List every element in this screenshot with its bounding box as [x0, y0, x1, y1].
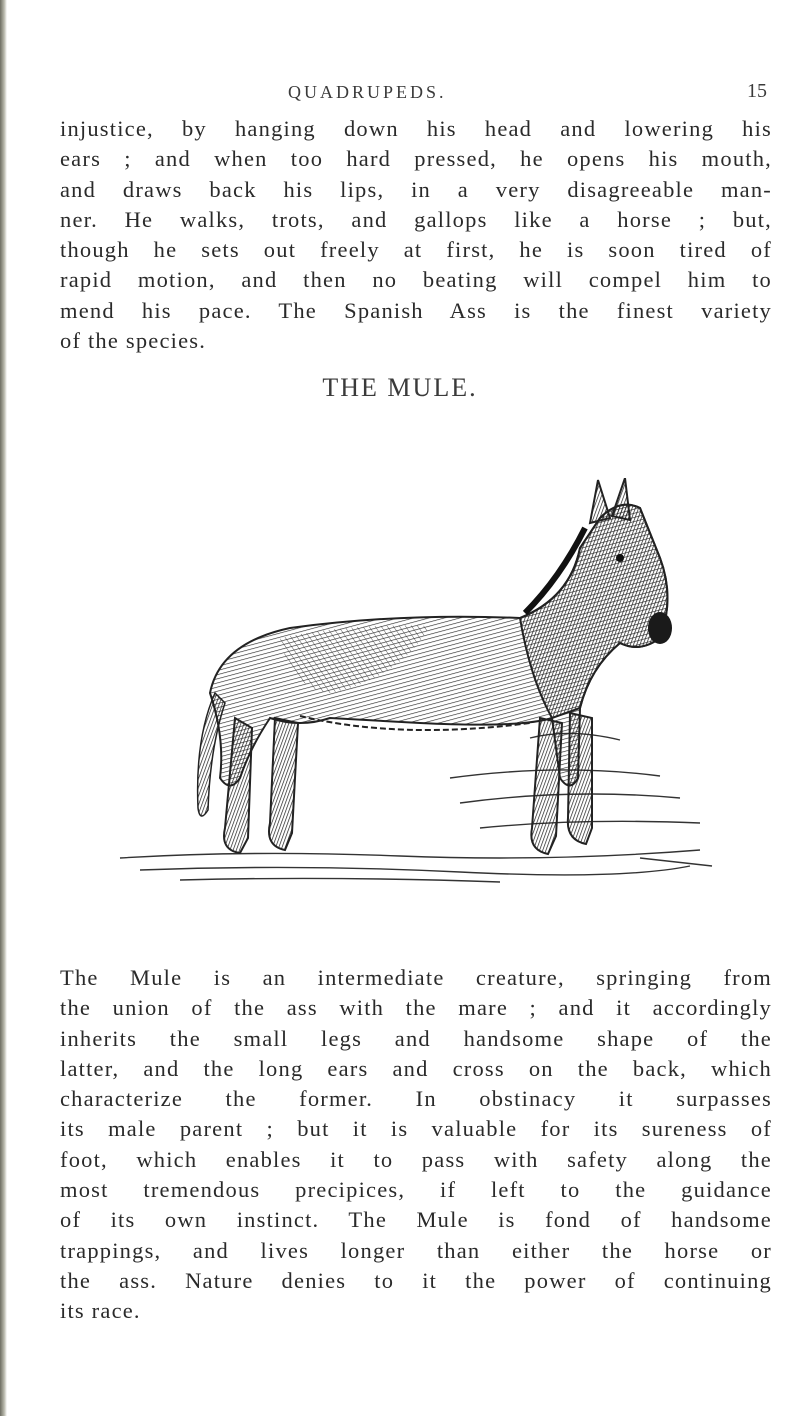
text-line: and draws back his lips, in a very disagreeable man- — [60, 176, 772, 202]
mule-ears — [590, 478, 630, 523]
section-title: THE MULE. — [322, 373, 478, 402]
mule-engraving — [100, 478, 722, 893]
text-line: ner. He walks, trots, and gallops like a horse ; but, — [60, 206, 772, 232]
text-line: latter, and the long ears and cross on the back, which — [60, 1055, 772, 1081]
text-line: the ass. Nature denies to it the power of continuing — [60, 1267, 772, 1293]
text-line: characterize the former. In obstinacy it surpasses — [60, 1086, 772, 1112]
text-line: the union of the ass with the mare ; and it accordingly — [60, 995, 772, 1021]
mule-illustration — [100, 478, 722, 893]
text-line: though he sets out freely at first, he is soon tired of — [60, 237, 772, 263]
page-spine-shadow — [0, 0, 7, 1416]
mule-legs — [224, 713, 592, 854]
text-line: mend his pace. The Spanish Ass is the finest variety — [60, 297, 772, 323]
text-line: ears ; and when too hard pressed, he opens his mouth, — [60, 146, 772, 172]
mule-eye — [616, 554, 624, 562]
intro-paragraph — [60, 114, 772, 356]
page-header — [0, 82, 800, 108]
mule-muzzle — [648, 612, 672, 644]
page-number: 15 — [747, 80, 767, 102]
text-line: foot, which enables it to pass with safety along the — [60, 1146, 772, 1172]
text-line: of its own instinct. The Mule is fond of handsome — [60, 1207, 772, 1233]
text-line: its male parent ; but it is valuable for its sureness of — [60, 1116, 772, 1142]
text-line: most tremendous precipices, if left to the guidance — [60, 1177, 772, 1203]
text-line: trappings, and lives longer than either the horse or — [60, 1237, 772, 1263]
text-line: The Mule is an intermediate creature, springing from — [60, 965, 772, 990]
mule-paragraph — [60, 963, 772, 1327]
text-line: injustice, by hanging down his head and lowering his — [60, 116, 772, 141]
running-head: QUADRUPEDS. — [288, 82, 447, 102]
text-line: rapid motion, and then no beating will compel him to — [60, 267, 772, 293]
text-line: its race. — [60, 1298, 141, 1324]
text-line: of the species. — [60, 328, 207, 354]
text-line: inherits the small legs and handsome shape of the — [60, 1025, 772, 1051]
